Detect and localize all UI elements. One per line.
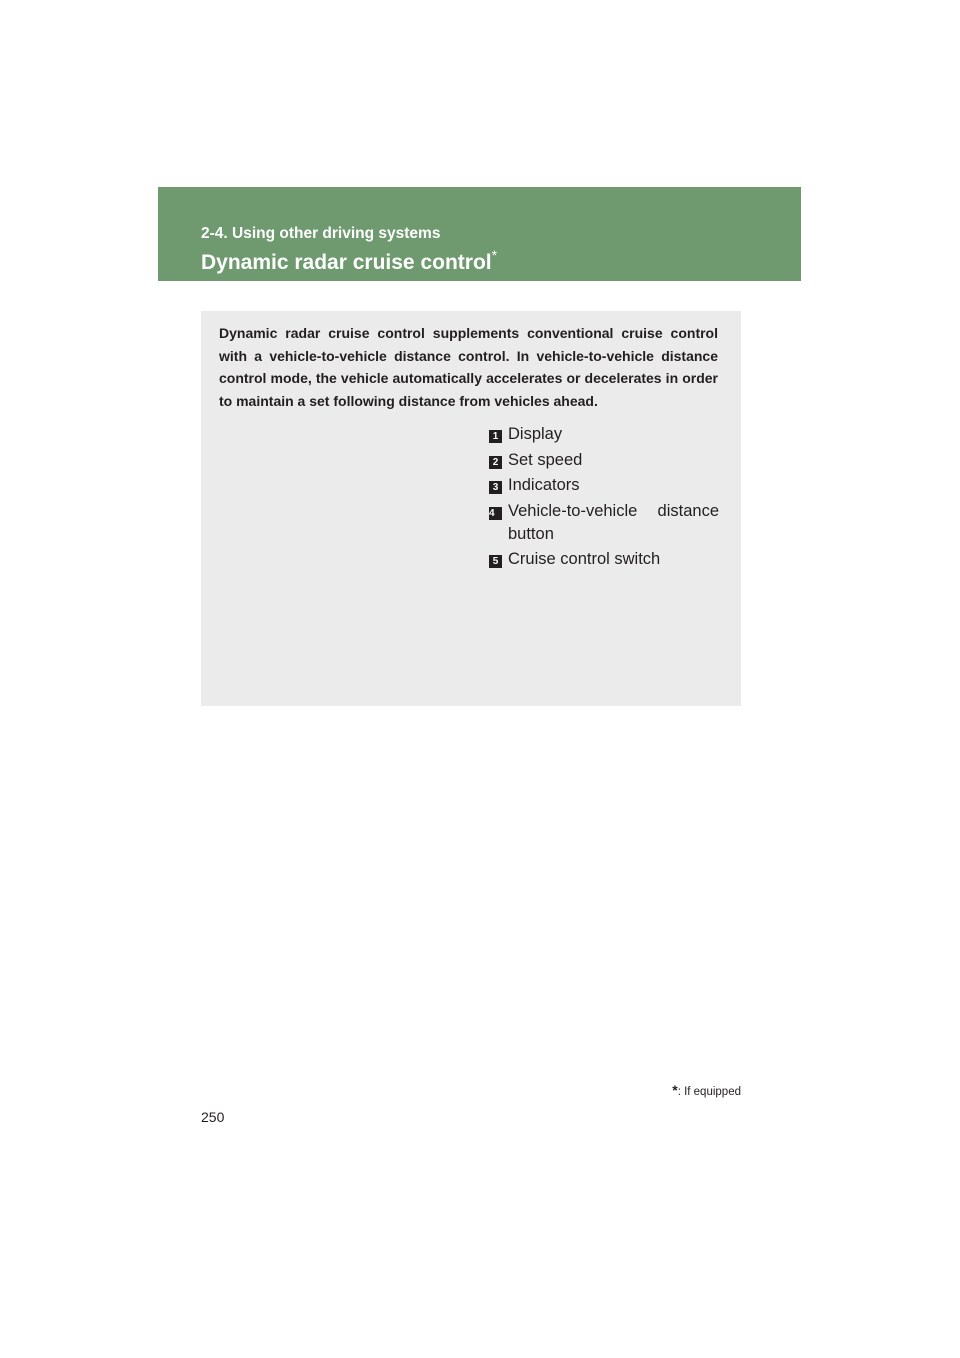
page-number: 250 bbox=[201, 1109, 225, 1125]
footnote-text: : If equipped bbox=[677, 1086, 741, 1098]
number-badge-icon: 3 bbox=[489, 481, 502, 494]
legend-list bbox=[489, 423, 719, 574]
content-panel bbox=[201, 311, 741, 706]
number-badge-icon: 4 bbox=[489, 507, 502, 520]
number-badge-icon: 2 bbox=[489, 456, 502, 469]
legend-item-display bbox=[489, 423, 719, 446]
legend-item-cruise-switch bbox=[489, 548, 719, 571]
legend-label: Display bbox=[508, 425, 563, 443]
legend-label: Vehicle-to-vehicle distance button bbox=[508, 501, 719, 543]
section-header bbox=[158, 187, 801, 281]
footnote bbox=[672, 1082, 741, 1098]
number-badge-icon: 1 bbox=[489, 430, 502, 443]
legend-item-distance-button bbox=[489, 500, 719, 546]
section-label: 2-4. Using other driving systems bbox=[201, 225, 441, 242]
legend-label: Indicators bbox=[508, 476, 580, 495]
asterisk-icon: * bbox=[672, 1082, 678, 1098]
asterisk-icon: * bbox=[491, 247, 498, 263]
legend-item-indicators bbox=[489, 474, 719, 497]
legend-label: Set speed bbox=[508, 450, 583, 469]
intro-paragraph: Dynamic radar cruise control supplements conventional cruise control with a vehicle-to-vehicle distance control. In vehicle-to-vehicle distance control mode, the vehicle automatically accelerates or decelerates in order to maintain a set following distance from vehicles ahead. bbox=[219, 325, 718, 410]
page-title-text: Dynamic radar cruise control bbox=[201, 251, 492, 274]
legend-label: Cruise control switch bbox=[508, 550, 661, 569]
legend-item-set-speed bbox=[489, 449, 719, 472]
page-title bbox=[201, 247, 497, 275]
number-badge-icon: 5 bbox=[489, 555, 502, 568]
